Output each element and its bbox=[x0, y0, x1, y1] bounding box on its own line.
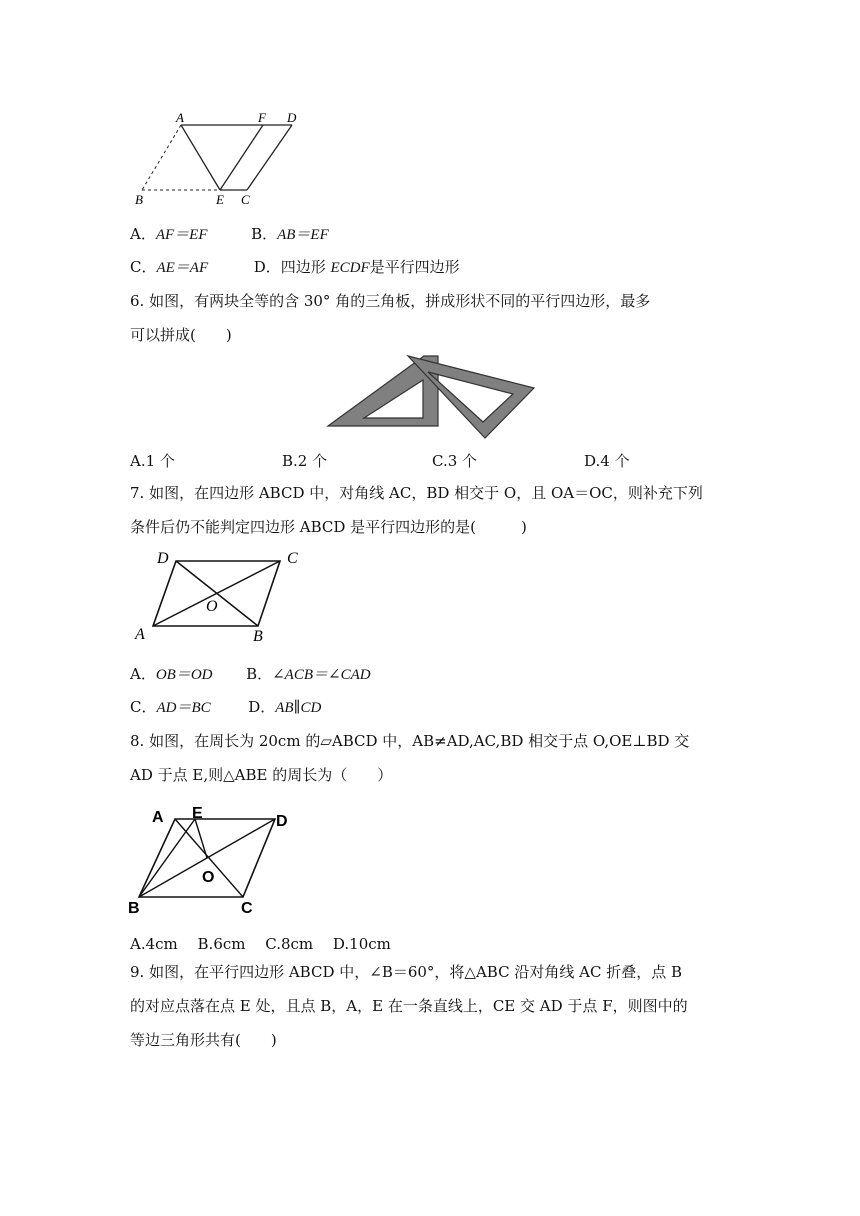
q5-label-b: B bbox=[135, 192, 143, 207]
q5-label-d: D bbox=[287, 110, 297, 125]
q6-option-a: A.1 个 bbox=[130, 452, 175, 470]
q7-label-d: D bbox=[157, 550, 169, 567]
q7-parallelogram-figure bbox=[130, 545, 310, 645]
q5-options-row1: A．AF＝EF B．AB＝EF bbox=[130, 225, 329, 243]
q6-option-c: C.3 个 bbox=[432, 452, 478, 470]
q7-stem-line1: 7. 如图，在四边形 ABCD 中，对角线 AC，BD 相交于 O，且 OA＝OC，则补充下列 bbox=[130, 484, 703, 502]
q6-stem-line1: 6. 如图，有两块全等的含 30° 角的三角板，拼成形状不同的平行四边形，最多 bbox=[130, 292, 651, 310]
q9-stem-line1: 9. 如图，在平行四边形 ABCD 中，∠B＝60°，将△ABC 沿对角线 AC 折叠，点 B bbox=[130, 963, 682, 981]
q5-options-row2: C．AE＝AF D．四边形 ECDF是平行四边形 bbox=[130, 258, 460, 276]
q5-label-a: A bbox=[176, 110, 184, 125]
q7-stem-line2: 条件后仍不能判定四边形 ABCD 是平行四边形的是( ) bbox=[130, 518, 527, 536]
q8-options: A.4cm B.6cm C.8cm D.10cm bbox=[130, 935, 391, 953]
q8-label-e: E bbox=[192, 805, 203, 822]
q8-label-b: B bbox=[128, 900, 140, 917]
q5-label-f: F bbox=[258, 110, 266, 125]
q8-stem-line1: 8. 如图，在周长为 20cm 的▱ABCD 中，AB≠AD,AC,BD 相交于点 O,OE⊥BD 交 bbox=[130, 732, 690, 750]
q7-label-c: C bbox=[287, 550, 298, 567]
q5-parallelogram-figure bbox=[130, 108, 310, 208]
q8-stem-line2: AD 于点 E,则△ABE 的周长为（ ） bbox=[130, 766, 393, 784]
q9-stem-line2: 的对应点落在点 E 处，且点 B，A，E 在一条直线上，CE 交 AD 于点 F，则图中的 bbox=[130, 997, 688, 1015]
q8-label-a: A bbox=[152, 809, 164, 826]
q7-label-a: A bbox=[135, 626, 145, 643]
q6-triangle-rulers-figure bbox=[320, 350, 545, 442]
q9-stem-line3: 等边三角形共有( ) bbox=[130, 1031, 277, 1049]
q8-label-o: O bbox=[202, 869, 215, 886]
q8-label-c: C bbox=[241, 900, 253, 917]
q7-options-row2: C．AD＝BC D．AB∥CD bbox=[130, 698, 322, 716]
q8-label-d: D bbox=[276, 813, 288, 830]
q7-label-b: B bbox=[253, 628, 263, 645]
q6-option-b: B.2 个 bbox=[282, 452, 328, 470]
q6-stem-line2: 可以拼成( ) bbox=[130, 326, 232, 344]
q5-label-e: E bbox=[216, 192, 224, 207]
q7-label-o: O bbox=[206, 598, 218, 615]
q5-label-c: C bbox=[241, 192, 250, 207]
q6-option-d: D.4 个 bbox=[584, 452, 630, 470]
q8-parallelogram-figure bbox=[125, 800, 305, 918]
q7-options-row1: A．OB＝OD B．∠ACB＝∠CAD bbox=[130, 665, 371, 683]
